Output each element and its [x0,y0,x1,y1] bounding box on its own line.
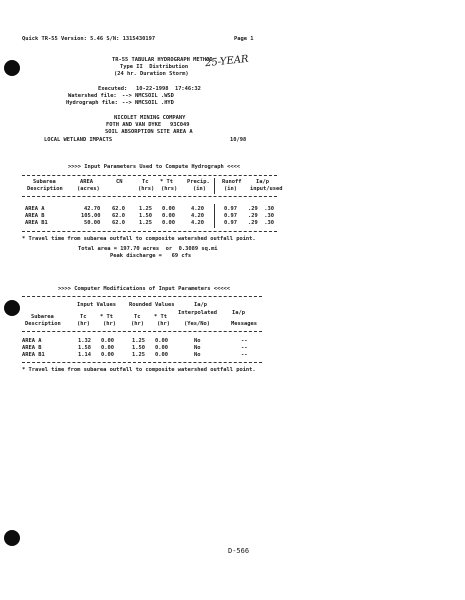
storm-duration: (24 hr. Duration Storm) [114,71,189,77]
col-area: AREA [80,179,93,185]
col-tc: Tc [142,179,149,185]
cell-tc-input: 1.58 [78,345,91,351]
punch-hole-bottom [4,530,20,546]
group-input-values: Input Values [77,302,116,308]
col-precip-sub: (in) [193,186,206,192]
travel-time-footnote: * Travel time from subarea outfall to composite watershed outfall point. [22,236,256,242]
cell-tt-input: 0.00 [101,338,114,344]
col-tc-rounded: Tc [134,314,141,320]
consultant-name: FOTH AND VAN DYKE [106,122,162,128]
job-number: 93C049 [170,122,190,128]
cell-iap: .29 .30 [248,220,274,226]
watershed-file-label: Watershed file: [68,93,117,99]
cell-cn: 62.0 [112,220,125,226]
col-cn: CN [116,179,123,185]
cell-precip: 4.20 [191,206,204,212]
cell-messages: -- [241,338,248,344]
divider [22,231,277,232]
col-subarea-sub: Description [27,186,63,192]
cell-subarea: AREA A [22,338,42,344]
col-tt-rounded-sub: (hr) [157,321,170,327]
divider [22,296,262,297]
col-tt-input-sub: (hr) [103,321,116,327]
cell-subarea: AREA B [25,213,45,219]
modifications-heading: >>>> Computer Modifications of Input Parameters <<<<< [58,286,231,292]
cell-interpolated: No [194,352,201,358]
divider [22,175,277,176]
group-rounded-values: Rounded Values [129,302,175,308]
col-tc-input-sub: (hr) [77,321,90,327]
col-tt-input: * Tt [100,314,113,320]
cell-tt: 0.00 [162,206,175,212]
cell-messages: -- [241,352,248,358]
cell-subarea: AREA B1 [22,352,45,358]
executed-label: Executed: [98,86,128,92]
cell-interpolated: No [194,338,201,344]
cell-subarea: AREA B [22,345,42,351]
company-name: NICOLET MINING COMPANY [114,115,186,121]
distribution-type: Type II Distribution [120,64,189,70]
cell-tt-rounded: 0.00 [155,338,168,344]
divider [22,331,262,332]
executed-value: 10-22-1998 17:46:32 [136,86,201,92]
subject: LOCAL WETLAND IMPACTS [44,137,113,143]
travel-time-footnote: * Travel time from subarea outfall to composite watershed outfall point. [22,367,256,373]
col-iap-sub: input/used [250,186,283,192]
col-subarea: Subarea [31,314,54,320]
cell-tc: 1.25 [139,206,152,212]
cell-interpolated: No [194,345,201,351]
group-iap-messages: Ia/p [232,310,245,316]
col-runoff: Runoff [222,179,242,185]
total-area: Total area = 197.70 acres or 0.3089 sq.mi [78,246,218,252]
page-number: Page 1 [234,36,254,42]
col-tt-rounded: * Tt [154,314,167,320]
cell-tt-rounded: 0.00 [155,345,168,351]
cell-tt-rounded: 0.00 [155,352,168,358]
hydrograph-file-label: Hydrograph file: [66,100,118,106]
divider [22,196,277,197]
cell-cn: 62.0 [112,206,125,212]
cell-iap: .29 .30 [248,213,274,219]
cell-subarea: AREA A [25,206,45,212]
cell-area: 42.70 [84,206,101,212]
cell-tc-input: 1.14 [78,352,91,358]
col-iap: Ia/p [256,179,269,185]
cell-cn: 62.0 [112,213,125,219]
cell-tc-rounded: 1.25 [132,352,145,358]
peak-discharge: Peak discharge = 69 cfs [110,253,192,259]
cell-runoff: 0.97 [224,220,237,226]
cell-tt-input: 0.00 [101,352,114,358]
col-tt-sub: (hrs) [161,186,178,192]
group-iap-interp: Ia/p [194,302,207,308]
cell-tc: 1.50 [139,213,152,219]
cell-area: 50.00 [84,220,101,226]
page-code: D-566 [228,547,250,555]
cell-runoff: 0.97 [224,213,237,219]
cell-tt: 0.00 [162,220,175,226]
site-name: SOIL ABSORPTION SITE AREA A [105,129,193,135]
cell-messages: -- [241,345,248,351]
cell-area: 105.00 [81,213,101,219]
program-header: Quick TR-55 Version: 5.46 S/N: 1315430197 [22,36,156,42]
punch-hole-top [4,60,20,76]
report-date: 10/98 [230,137,247,143]
col-tc-sub: (hrs) [138,186,155,192]
column-separator [214,178,215,194]
divider [22,362,262,363]
column-separator [214,204,215,228]
cell-tt: 0.00 [162,213,175,219]
input-params-heading: >>>> Input Parameters Used to Compute Hydrograph <<<< [68,164,241,170]
hydrograph-file-value: --> NMCSOIL .HYD [122,100,174,106]
cell-precip: 4.20 [191,213,204,219]
col-interpolated: Interpolated [178,310,217,316]
cell-tc-rounded: 1.25 [132,338,145,344]
col-tc-rounded-sub: (hr) [131,321,144,327]
col-interpolated-sub: (Yes/No) [184,321,210,327]
col-runoff-sub: (in) [224,186,237,192]
col-tt: * Tt [160,179,173,185]
cell-tc-input: 1.32 [78,338,91,344]
cell-iap: .29 .30 [248,206,274,212]
col-tc-input: Tc [80,314,87,320]
cell-precip: 4.20 [191,220,204,226]
col-subarea: Subarea [33,179,56,185]
watershed-file-value: --> NMCSOIL .WSD [122,93,174,99]
col-subarea-sub: Description [25,321,61,327]
col-precip: Precip. [187,179,210,185]
handwritten-storm-note: 25-YEAR [204,53,250,70]
cell-tc-rounded: 1.50 [132,345,145,351]
punch-hole-middle [4,300,20,316]
cell-tt-input: 0.00 [101,345,114,351]
cell-runoff: 0.97 [224,206,237,212]
cell-subarea: AREA B1 [25,220,48,226]
col-area-sub: (acres) [77,186,100,192]
method-title: TR-55 TABULAR HYDROGRAPH METHOD [112,57,213,63]
cell-tc: 1.25 [139,220,152,226]
col-messages-sub: Messages [231,321,257,327]
